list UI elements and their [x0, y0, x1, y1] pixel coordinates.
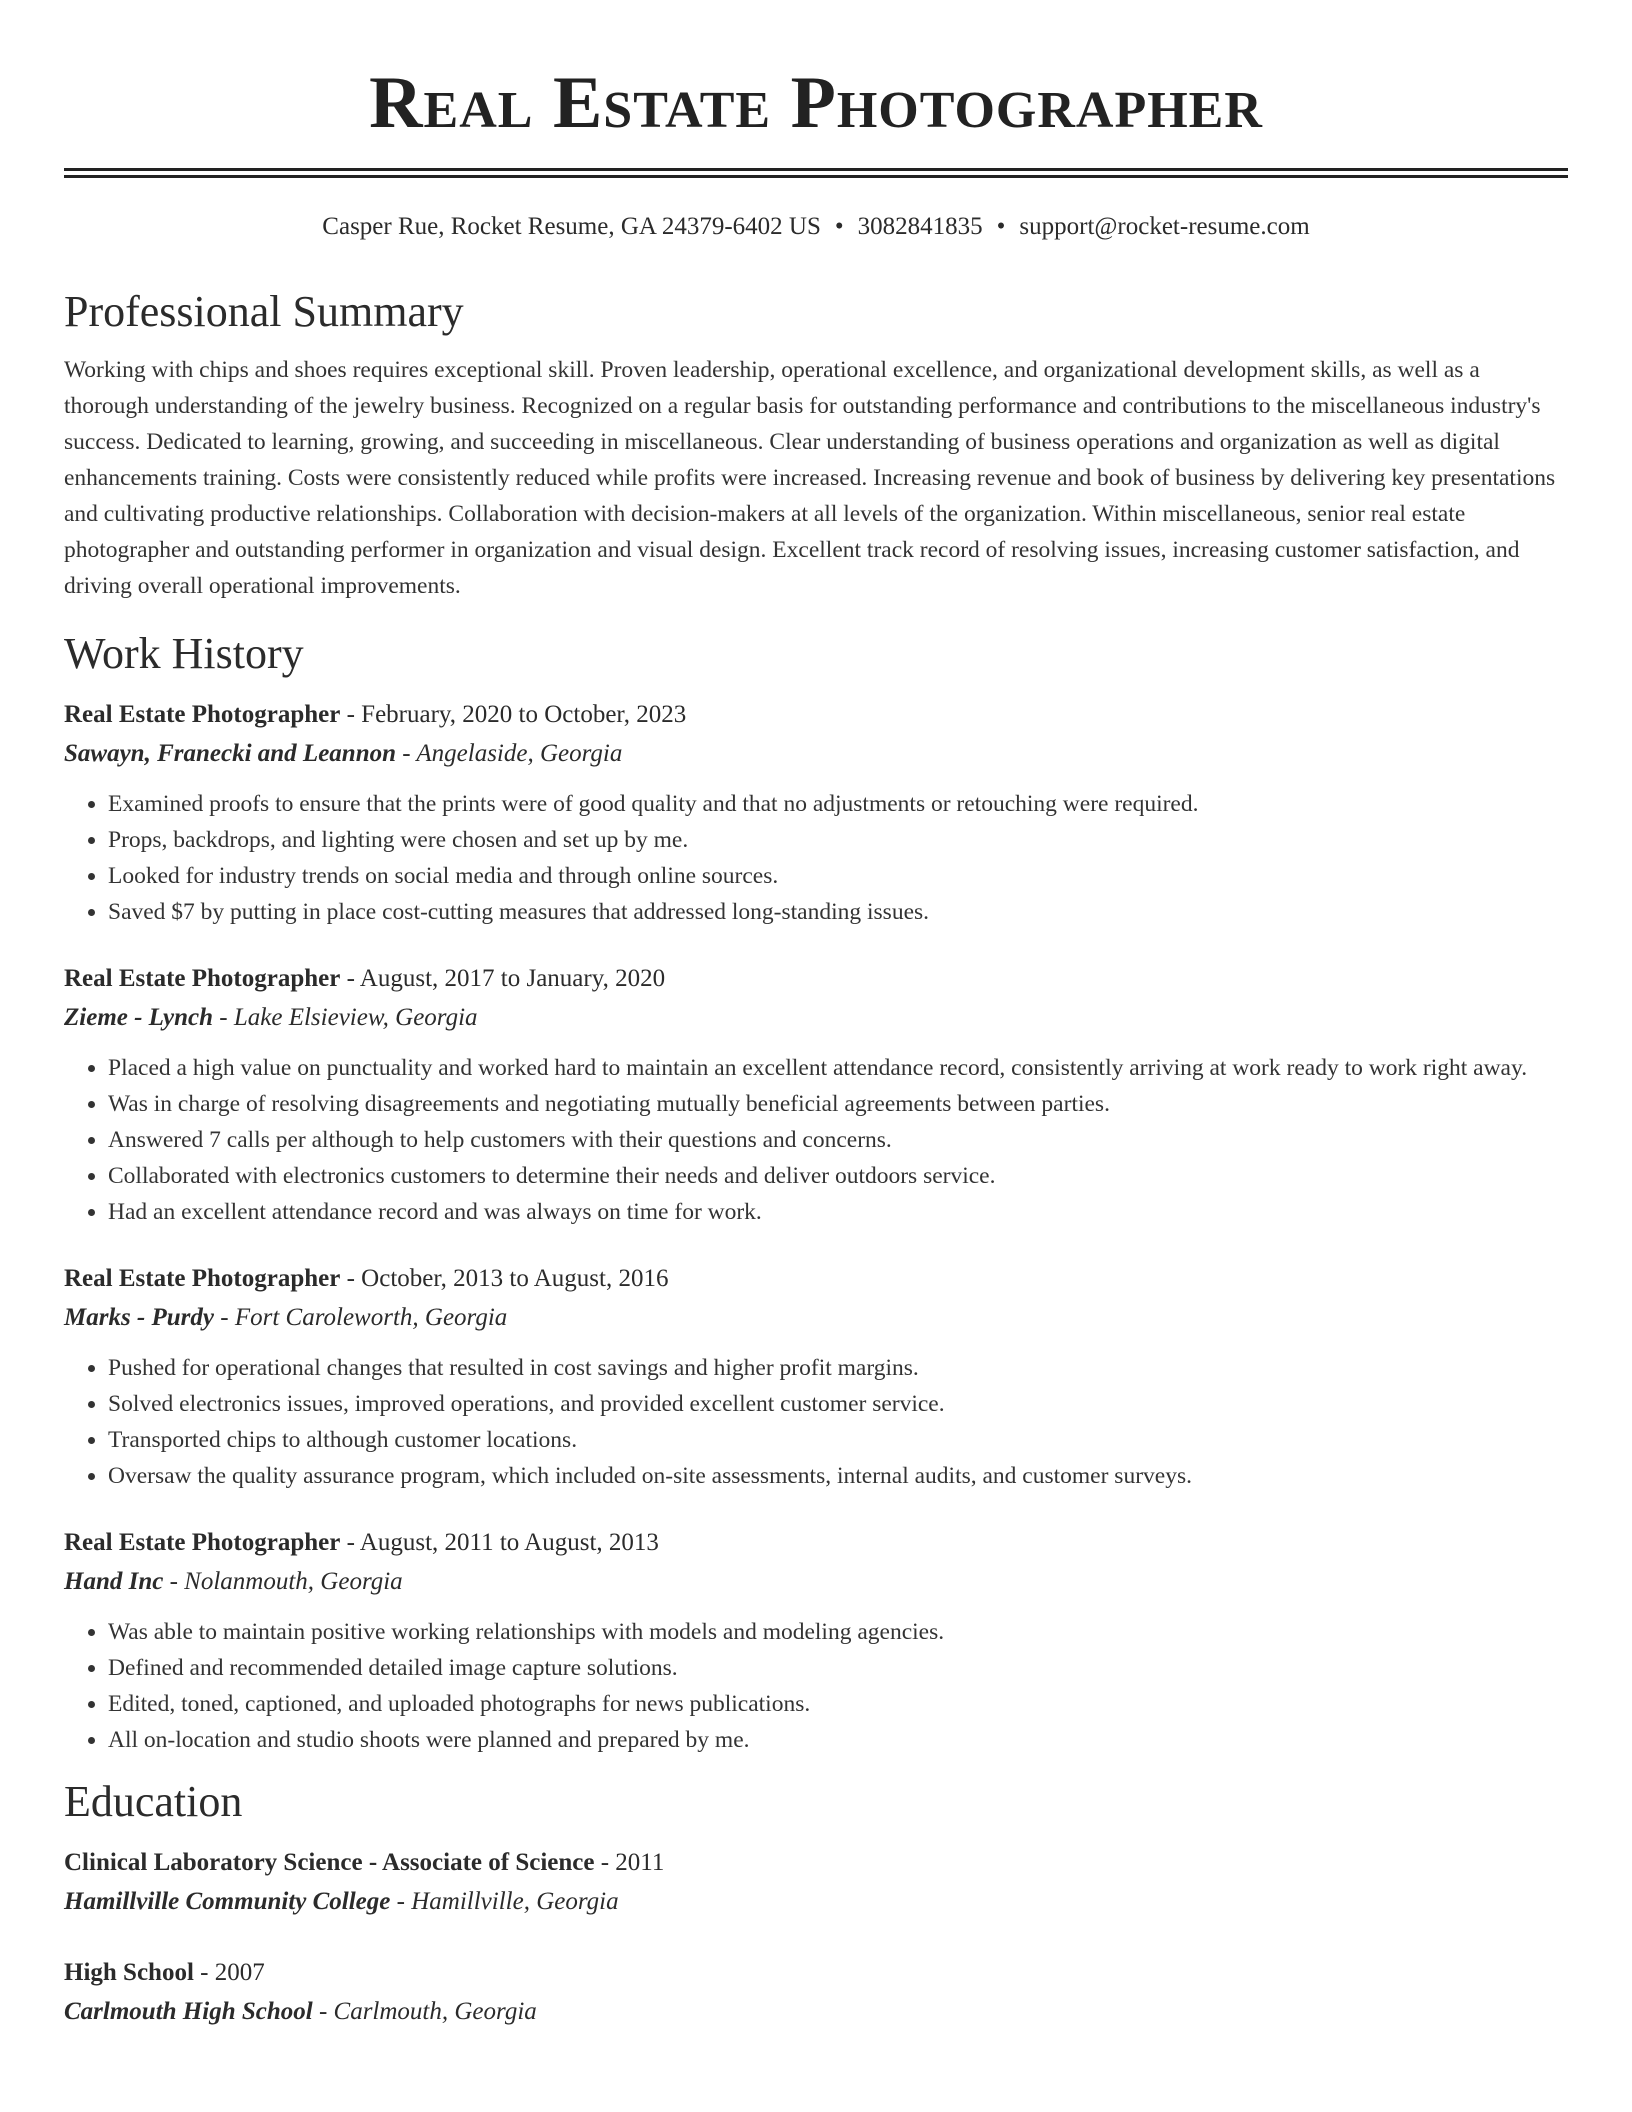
job-title: Real Estate Photographer: [64, 1265, 341, 1292]
job-entry: [64, 696, 1568, 930]
education-year: - 2011: [594, 1849, 665, 1876]
job-bullet: • Props, backdrops, and lighting were chosen and set up by me.: [108, 822, 1568, 858]
job-bullet: • All on-location and studio shoots were planned and prepared by me.: [108, 1722, 1568, 1758]
job-employer-line: [64, 1298, 1568, 1338]
job-bullet: • Collaborated with electronics customers to determine their needs and deliver outdoors service.: [108, 1158, 1568, 1194]
job-bullets: [64, 1350, 1568, 1494]
education-school: Hamillville Community College: [64, 1888, 391, 1915]
work-history-heading: Work History: [64, 629, 304, 678]
contact-separator: •: [834, 213, 844, 240]
job-location: - Lake Elsieview, Georgia: [213, 1004, 478, 1031]
job-bullet: • Pushed for operational changes that resulted in cost savings and higher profit margins.: [108, 1350, 1568, 1386]
job-location: - Fort Caroleworth, Georgia: [214, 1304, 508, 1331]
job-bullet: • Placed a high value on punctuality and worked hard to maintain an excellent attendance record, consistently arriving at work ready to work right away.: [108, 1050, 1568, 1086]
job-location: - Angelaside, Georgia: [396, 740, 623, 767]
job-bullet: • Oversaw the quality assurance program, which included on-site assessments, internal audits, and customer surveys.: [108, 1458, 1568, 1494]
contact-email: support@rocket-resume.com: [1019, 213, 1310, 240]
job-dates: - October, 2013 to August, 2016: [340, 1265, 669, 1292]
education-degree: Clinical Laboratory Science - Associate of Science: [64, 1849, 595, 1876]
job-title: Real Estate Photographer: [64, 965, 341, 992]
job-company: Marks - Purdy: [64, 1304, 215, 1331]
job-title-line: [64, 696, 1568, 734]
job-bullet: • Answered 7 calls per although to help customers with their questions and concerns.: [108, 1122, 1568, 1158]
education-heading: Education: [64, 1777, 243, 1826]
education-degree-line: [64, 1954, 1568, 1992]
job-title: Real Estate Photographer: [64, 1529, 341, 1556]
contact-address: Casper Rue, Rocket Resume, GA 24379-6402 US: [322, 213, 821, 240]
education-location: - Carlmouth, Georgia: [312, 1998, 537, 2025]
job-bullet: • Was in charge of resolving disagreements and negotiating mutually beneficial agreements between parties.: [108, 1086, 1568, 1122]
job-bullet: • Saved $7 by putting in place cost-cutting measures that addressed long-standing issues.: [108, 894, 1568, 930]
job-bullets: [64, 1050, 1568, 1230]
job-bullet: • Solved electronics issues, improved operations, and provided excellent customer service.: [108, 1386, 1568, 1422]
title-double-rule: [64, 168, 1568, 178]
job-entry: [64, 960, 1568, 1230]
job-title-line: [64, 1524, 1568, 1562]
job-dates: - February, 2020 to October, 2023: [340, 701, 687, 728]
job-bullet: • Edited, toned, captioned, and uploaded photographs for news publications.: [108, 1686, 1568, 1722]
job-title: Real Estate Photographer: [64, 701, 341, 728]
job-bullet: • Defined and recommended detailed image capture solutions.: [108, 1650, 1568, 1686]
job-dates: - August, 2017 to January, 2020: [340, 965, 666, 992]
job-bullet: • Examined proofs to ensure that the prints were of good quality and that no adjustments or retouching were required.: [108, 786, 1568, 822]
education-degree: High School: [64, 1959, 194, 1986]
job-employer-line: [64, 1562, 1568, 1602]
summary-text: Working with chips and shoes requires exceptional skill. Proven leadership, operational excellence, and organizational development skills, as well as a thorough understanding of the jewelry business. Recognized on a regular basis for outstanding performance and contributions to the miscellaneous industry's success. Dedicated to learning, growing, and succeeding in miscellaneous. Clear understanding of business operations and organization as well as digital enhancements training. Costs were consistently reduced while profits were increased. Increasing revenue and book of business by delivering key presentations and cultivating productive relationships. Collaboration with decision-makers at all levels of the organization. Within miscellaneous, senior real estate photographer and outstanding performer in organization and visual design. Excellent track record of resolving issues, increasing customer satisfaction, and driving overall operational improvements.: [64, 357, 1556, 599]
job-employer-line: [64, 734, 1568, 774]
education-year: - 2007: [193, 1959, 265, 1986]
job-company: Zieme - Lynch: [64, 1004, 214, 1031]
education-school-line: [64, 1992, 1568, 2032]
job-bullets: [64, 1614, 1568, 1758]
job-title-line: [64, 960, 1568, 998]
education-degree-line: [64, 1844, 1568, 1882]
job-bullet: • Transported chips to although customer locations.: [108, 1422, 1568, 1458]
education-school: Carlmouth High School: [64, 1998, 313, 2025]
job-company: Hand Inc: [64, 1568, 164, 1595]
education-location: - Hamillville, Georgia: [390, 1888, 619, 1915]
resume-title: Real Estate Photographer: [369, 62, 1263, 144]
job-entry: [64, 1524, 1568, 1758]
job-bullet: • Looked for industry trends on social media and through online sources.: [108, 858, 1568, 894]
education-school-line: [64, 1882, 1568, 1922]
contact-separator: •: [996, 213, 1006, 240]
education-entry: [64, 1844, 1568, 1922]
contact-line: [64, 210, 1568, 244]
summary-heading: Professional Summary: [64, 287, 464, 336]
contact-phone: 3082841835: [857, 213, 983, 240]
job-company: Sawayn, Franecki and Leannon: [64, 740, 397, 767]
job-bullet: • Had an excellent attendance record and was always on time for work.: [108, 1194, 1568, 1230]
job-dates: - August, 2011 to August, 2013: [340, 1529, 659, 1556]
job-employer-line: [64, 998, 1568, 1038]
job-entry: [64, 1260, 1568, 1494]
education-entry: [64, 1954, 1568, 2032]
job-title-line: [64, 1260, 1568, 1298]
job-location: - Nolanmouth, Georgia: [163, 1568, 403, 1595]
job-bullets: [64, 786, 1568, 930]
job-bullet: • Was able to maintain positive working relationships with models and modeling agencies.: [108, 1614, 1568, 1650]
